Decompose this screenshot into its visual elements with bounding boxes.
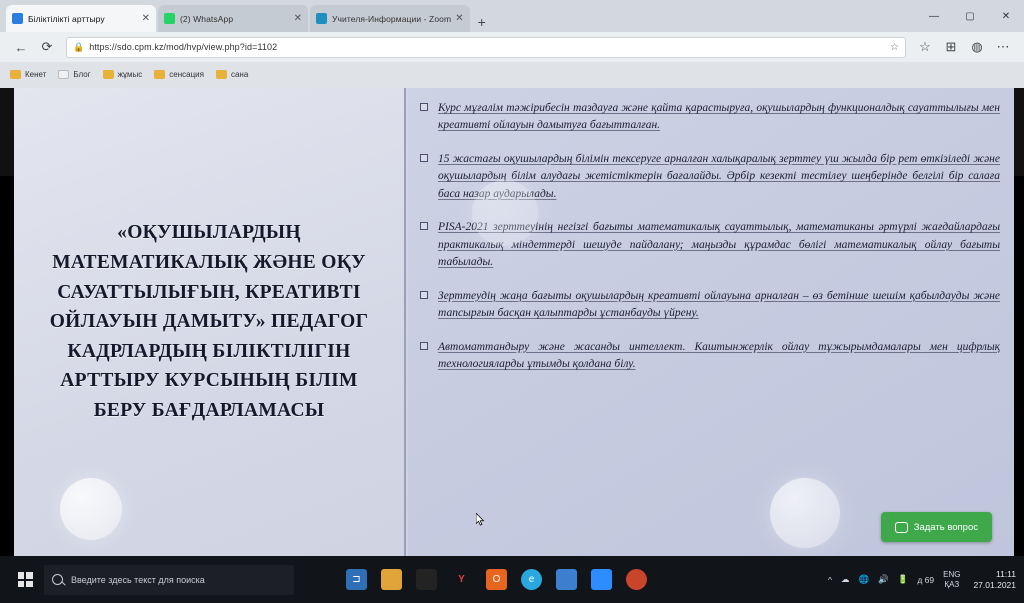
bookmark-star-icon[interactable]: ☆ <box>890 41 899 53</box>
taskbar-search-input[interactable] <box>44 565 294 595</box>
slide-bullet-3 <box>418 288 1000 323</box>
tab-close-icon[interactable]: ✕ <box>455 13 464 24</box>
bookmark-label: Блог <box>73 69 91 79</box>
taskbar-app-list <box>346 569 647 590</box>
bookmark-label: Кенет <box>25 69 47 79</box>
chat-icon <box>895 522 908 533</box>
ask-question-button[interactable] <box>881 512 992 542</box>
taskbar-clock[interactable] <box>973 569 1016 590</box>
slide-title-panel <box>14 88 406 556</box>
bookmark-item-4[interactable] <box>216 70 248 79</box>
bullet-text: Зерттеудің жаңа бағыты оқушылардың креативті ойлауына арналған – өз бетінше шешім қабылдауды және тапсырғын басқан қалыптарды ұстанбауды үйрену. <box>438 289 1000 320</box>
tray-network-icon[interactable]: 🌐 <box>858 574 870 584</box>
tab-label: Учителя-Информации - Zoom <box>332 13 452 24</box>
photos-icon[interactable] <box>556 569 577 590</box>
search-icon <box>52 574 63 585</box>
folder-icon <box>216 70 227 79</box>
bookmark-item-2[interactable] <box>103 70 143 79</box>
lang-line-1: ENG <box>943 569 961 579</box>
tab-close-icon[interactable]: ✕ <box>141 13 150 24</box>
task-view-icon[interactable]: ⊐ <box>346 569 367 590</box>
mouse-cursor-icon <box>476 513 485 526</box>
browser-window <box>0 0 1024 88</box>
navigation-bar <box>0 32 1024 62</box>
decorative-circle <box>60 478 122 540</box>
decorative-circle <box>472 180 538 246</box>
bullet-square-icon <box>420 222 428 230</box>
folder-icon <box>10 70 21 79</box>
tray-volume-icon[interactable]: 🔊 <box>878 574 889 584</box>
decorative-circle <box>770 478 840 548</box>
reload-icon[interactable]: ⟳ <box>41 39 53 54</box>
address-bar[interactable] <box>66 37 906 58</box>
new-tab-button[interactable]: + <box>477 14 486 30</box>
browser-tab-2[interactable] <box>158 5 308 32</box>
tray-volume-level: д 69 <box>917 574 935 585</box>
tab-favicon-icon <box>316 13 327 24</box>
page-content <box>0 88 1024 556</box>
lang-line-2: ҚАЗ <box>944 579 960 589</box>
tab-strip <box>0 0 1024 32</box>
url-text: https://sdo.cpm.kz/mod/hvp/view.php?id=1102 <box>89 42 278 52</box>
lock-icon: 🔒 <box>73 41 85 52</box>
slide-bullet-0 <box>418 100 1000 135</box>
system-tray <box>828 569 1016 590</box>
browser-tab-3[interactable] <box>310 5 470 32</box>
document-icon <box>58 70 69 79</box>
tab-favicon-icon <box>164 13 175 24</box>
folder-icon <box>103 70 114 79</box>
slide-title: «ОҚУШЫЛАРДЫҢ МАТЕМАТИКАЛЫҚ ЖӘНЕ ОҚУ САУАТТЫЛЫҒЫН, КРЕАТИВТІ ОЙЛАУЫН ДАМЫТУ» ПЕДАГОГ КАДРЛАРДЫҢ БІЛІКТІЛІГІН АРТТЫРУ КУРСЫНЫҢ БІЛІМ БЕРУ БАҒДАРЛАМАСЫ <box>49 222 369 422</box>
bullet-square-icon <box>420 291 428 299</box>
tray-cloud-icon[interactable]: ☁ <box>841 574 850 584</box>
start-button[interactable] <box>8 563 42 597</box>
tab-favicon-icon <box>12 13 23 24</box>
bullet-square-icon <box>420 154 428 162</box>
file-explorer-icon[interactable] <box>381 569 402 590</box>
clock-time: 11:11 <box>995 569 1016 580</box>
folder-icon <box>154 70 165 79</box>
tray-battery-icon[interactable]: 🔋 <box>897 574 909 584</box>
window-controls <box>916 0 1024 32</box>
maximize-button[interactable]: ▢ <box>965 10 975 22</box>
bookmark-item-1[interactable] <box>58 70 90 79</box>
keyboard-language-indicator[interactable] <box>943 570 960 589</box>
media-player-icon[interactable] <box>626 569 647 590</box>
minimize-button[interactable]: — <box>929 10 939 22</box>
bookmark-item-3[interactable] <box>154 70 204 79</box>
tab-label: (2) WhatsApp <box>180 13 234 24</box>
bullet-text: Курс мұғалім тәжірибесін таздауға және қайта қарастыруға, оқушылардың функционалдық сауаттылығы мен креативті ойлауын дамытуға бағытталған. <box>438 102 1000 132</box>
bullet-text: 15 жастағы оқушылардың білімін тексеруге арналған халықаралық зерттеу үш жылда бір рет өткізіледі және оқушылардың білім алудағы жетістіктерін бағалайды. Әрбір кезекті тестілеу шеңберінде белгілі бір салаға баса назар аударылады. <box>438 152 1000 200</box>
bullet-text: Автоматтандыру және жасанды интеллект. Каштынжерлік ойлау тұжырымдамалары мен цифрлық технологияларды ұтымды қолдана білу. <box>438 340 1000 371</box>
bookmark-label: сана <box>230 69 249 79</box>
collections-icon[interactable]: ⊞ <box>945 39 957 54</box>
slide-bullets-panel <box>408 88 1014 556</box>
browser-tab-1[interactable] <box>6 5 156 32</box>
tray-chevron-icon[interactable]: ^ <box>828 574 833 585</box>
zoom-icon[interactable] <box>591 569 612 590</box>
bookmark-item-0[interactable] <box>10 70 46 79</box>
bookmark-label: жұмыс <box>117 69 143 79</box>
close-window-button[interactable]: ✕ <box>1001 10 1011 22</box>
windows-logo-icon <box>18 572 33 587</box>
windows-taskbar <box>0 556 1024 603</box>
profile-icon[interactable]: ◍ <box>971 39 983 54</box>
bookmarks-bar <box>0 62 1024 86</box>
bullet-square-icon <box>420 103 428 111</box>
tab-label: Бiлiктiлiктi арттыру <box>28 13 105 24</box>
back-icon[interactable]: ← <box>14 39 28 55</box>
bullet-square-icon <box>420 342 428 350</box>
letterbox-left <box>0 176 14 603</box>
tab-close-icon[interactable]: ✕ <box>293 13 302 24</box>
favorites-icon[interactable]: ☆ <box>919 39 931 54</box>
more-options-icon[interactable]: ⋯ <box>996 39 1010 54</box>
slide-bullet-4 <box>418 339 1000 374</box>
store-icon[interactable] <box>416 569 437 590</box>
presentation-slide <box>14 88 1014 556</box>
bookmark-label: сенсация <box>169 69 204 79</box>
ask-question-label: Задать вопрос <box>913 521 978 533</box>
bullet-text: PISA-2021 зерттеуінің негізгі бағыты математикалық сауаттылық, математиканы әртүрлі жағдайлардағы практикалық міндеттерді шешуде пайдалану; маңызды құрамдас бөлігі математикалық ойлау бағыты табылады. <box>438 221 1000 269</box>
yandex-icon[interactable]: Y <box>458 574 465 585</box>
search-placeholder: Введите здесь текст для поиска <box>71 574 205 585</box>
opera-icon[interactable]: O <box>486 569 507 590</box>
clock-date: 27.01.2021 <box>973 579 1016 590</box>
edge-icon[interactable]: e <box>521 569 542 590</box>
